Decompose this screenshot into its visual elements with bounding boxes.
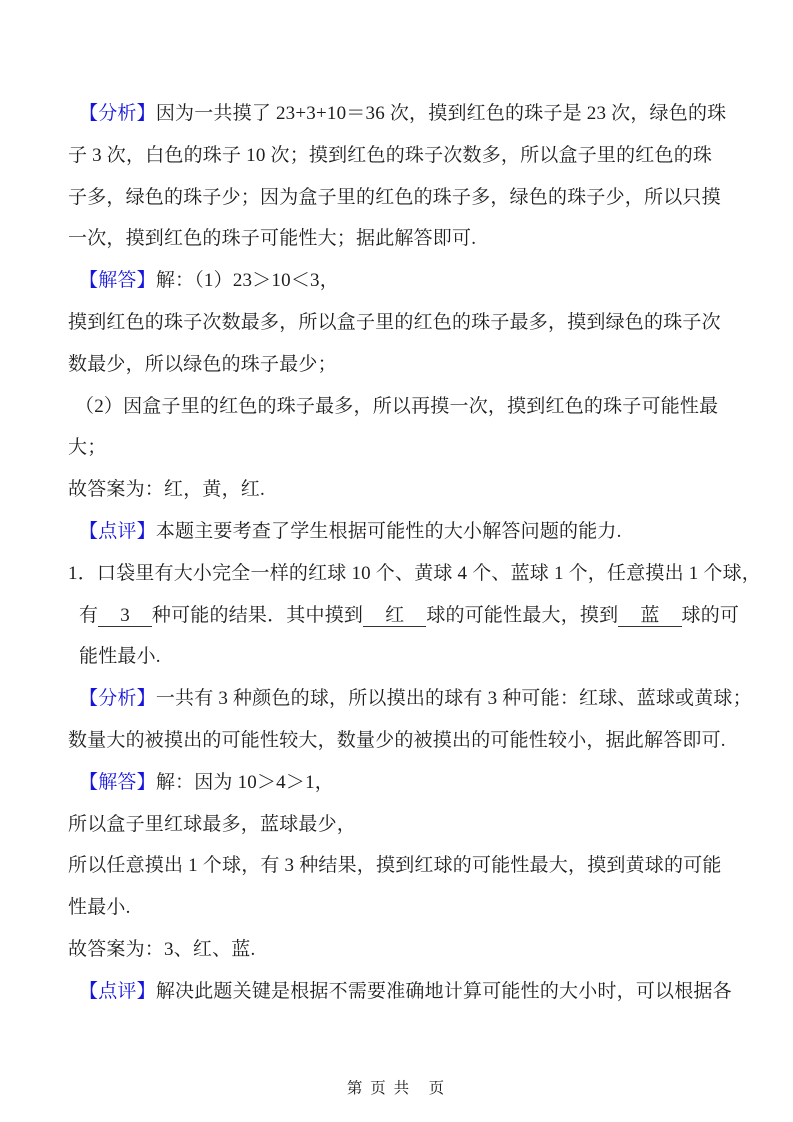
text-line: 摸到红色的珠子次数最多，所以盒子里的红色的珠子最多，摸到绿色的珠子次 [68,311,721,333]
text-line [68,260,737,302]
text-line [68,511,737,553]
text-line: 故答案为：红，黄，红. [68,479,265,501]
text-line: 能性最小. [79,646,161,668]
line-text: 一共有 3 种颜色的球，所以摸出的球有 3 种可能：红球、蓝球或黄球； [155,688,752,710]
line-text: 有 [79,604,99,626]
blank-answer-most: 红 [363,605,426,627]
text-line: 子多，绿色的珠子少；因为盒子里的红色的珠子多，绿色的珠子少，所以只摸 [68,186,721,208]
fill-in-blank-line [68,595,740,637]
text-line [68,93,737,135]
line-text: 球的可能性最大，摸到 [426,604,619,626]
text-line: 大； [68,437,107,459]
line-text: 球的可 [681,604,740,626]
text-line: 数最少，所以绿色的珠子最少； [68,353,337,375]
document-body [68,93,762,1013]
text-line: 所以任意摸出 1 个球，有 3 种结果，摸到红球的可能性最大，摸到黄球的可能 [68,855,722,877]
section-label-answer: 【解答】 [79,771,156,793]
text-line: 子 3 次，白色的珠子 10 次；摸到红色的珠子次数多，所以盒子里的红色的珠 [68,144,713,166]
line-text: 解：因为 10＞4＞1， [155,771,334,793]
section-label-analysis: 【分析】 [79,103,156,124]
text-line: 故答案为：3、红、蓝. [68,938,256,960]
text-line [68,971,737,1013]
line-text: 解决此题关键是根据不需要准确地计算可能性的大小时，可以根据各 [155,980,732,1002]
blank-answer-least: 蓝 [618,605,681,627]
line-text: 解：（1）23＞10＜3， [155,270,339,292]
section-label-comment: 【点评】 [79,520,156,542]
text-line [68,678,752,720]
section-label-analysis: 【分析】 [79,688,156,710]
page-footer: 第 页 共 页 [346,1080,447,1097]
text-line: 一次，摸到红色的珠子可能性大；据此解答即可. [68,228,477,250]
text-line: 性最小. [68,897,131,919]
text-line: （2）因盒子里的红色的珠子最多，所以再摸一次，摸到红色的珠子可能性最 [75,395,719,417]
question-line: 1．口袋里有大小完全一样的红球 10 个、黄球 4 个、蓝球 1 个，任意摸出 1 个球， [68,562,762,584]
line-text: 种可能的结果．其中摸到 [151,604,364,626]
text-line: 数量大的被摸出的可能性较大，数量少的被摸出的可能性较小，据此解答即可. [68,729,726,751]
section-label-answer: 【解答】 [79,270,156,292]
line-text: 因为一共摸了 23+3+10＝36 次，摸到红色的珠子是 23 次，绿色的珠 [155,103,727,124]
text-line [68,762,737,804]
section-label-comment: 【点评】 [79,980,156,1002]
blank-answer-count: 3 [98,605,152,627]
text-line: 所以盒子里红球最多，蓝球最少， [68,813,357,835]
line-text: 本题主要考查了学生根据可能性的大小解答问题的能力. [155,520,622,542]
